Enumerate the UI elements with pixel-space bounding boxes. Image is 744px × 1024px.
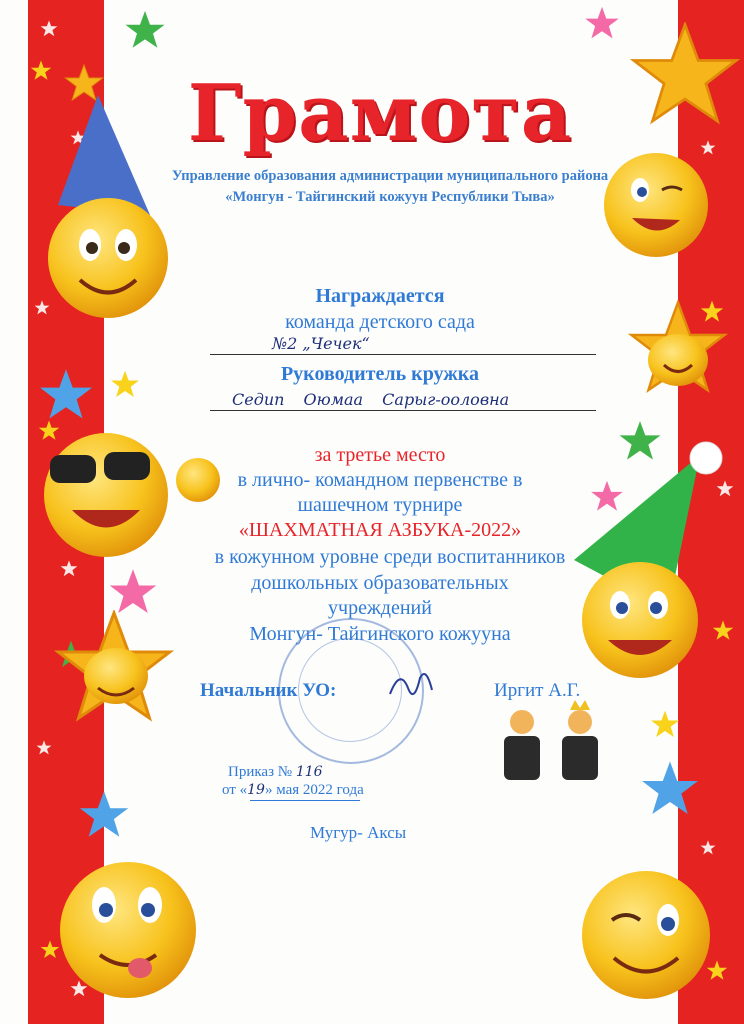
team-label: команда детского сада xyxy=(285,311,475,333)
star-icon xyxy=(40,369,92,418)
star-icon xyxy=(125,11,164,48)
star-icon xyxy=(65,65,102,100)
star-icon xyxy=(651,711,679,737)
order-from-label: от « xyxy=(222,782,248,798)
star-icon xyxy=(41,20,58,36)
star-icon xyxy=(71,980,88,996)
leader-underline xyxy=(210,410,596,411)
star-icon xyxy=(61,560,78,576)
star-icon xyxy=(713,621,733,640)
star-icon xyxy=(39,421,59,440)
event-name: «ШАХМАТНАЯ АЗБУКА-2022» xyxy=(238,519,522,541)
award-line-5: учреждений xyxy=(328,597,432,619)
chess-pieces-icon xyxy=(504,700,598,780)
smiley-face-icon xyxy=(48,198,168,318)
awarded-label: Награждается xyxy=(315,285,445,307)
header-line-1: Управление образования администрации муниципального района xyxy=(171,168,609,184)
order-line xyxy=(228,764,323,781)
signature-scribble xyxy=(380,664,440,708)
star-icon xyxy=(701,140,716,154)
star-icon xyxy=(31,61,51,80)
order-date-underline xyxy=(250,800,360,801)
team-underline xyxy=(210,354,596,355)
team-name-handwritten: №2 „Чечек“ xyxy=(272,334,370,353)
certificate-title: Грамота xyxy=(187,68,573,159)
star-icon xyxy=(701,840,716,854)
place-text: за третье место xyxy=(314,444,446,466)
star-icon xyxy=(37,740,52,754)
star-smiley-icon xyxy=(648,334,708,386)
star-icon xyxy=(717,480,734,496)
star-icon xyxy=(111,371,139,397)
star-icon xyxy=(642,762,698,815)
star-icon xyxy=(41,941,60,959)
award-line-1: в лично- командном первенстве в xyxy=(237,469,523,491)
award-line-3: в кожунном уровне среди воспитанников xyxy=(214,546,566,568)
tongue-smiley-icon xyxy=(60,862,196,998)
star-icon xyxy=(585,7,618,39)
order-date-rest: » мая 2022 года xyxy=(264,782,364,798)
header-line-2: «Монгун - Тайгинский кожуун Республики Тыва» xyxy=(225,189,555,205)
order-day-handwritten: 19 xyxy=(247,782,265,798)
award-line-2: шашечном турнире xyxy=(297,494,463,516)
star-icon xyxy=(110,569,157,613)
pompom-icon xyxy=(690,442,722,474)
star-icon xyxy=(80,791,128,837)
place-name: Мугур- Аксы xyxy=(310,823,407,842)
signatory-name: Иргит А.Г. xyxy=(494,680,581,701)
star-icon xyxy=(701,301,723,322)
star-icon xyxy=(620,421,661,460)
order-label: Приказ № xyxy=(228,764,293,780)
award-line-4: дошкольных образовательных xyxy=(251,572,509,594)
order-date-line xyxy=(222,782,364,799)
order-number-handwritten: 116 xyxy=(295,764,323,780)
leader-name-handwritten: Седип Оюмаа Сарыг-ооловна xyxy=(232,390,510,409)
star-icon xyxy=(35,300,50,314)
star-icon xyxy=(634,25,736,121)
star-face-icon xyxy=(84,648,148,704)
star-icon xyxy=(707,961,727,980)
award-line-6: Монгун- Тайгинского кожууна xyxy=(249,623,511,645)
signature-position: Начальник УО: xyxy=(200,680,337,701)
leader-label: Руководитель кружка xyxy=(280,363,480,385)
wink-smiley-icon xyxy=(582,871,710,999)
